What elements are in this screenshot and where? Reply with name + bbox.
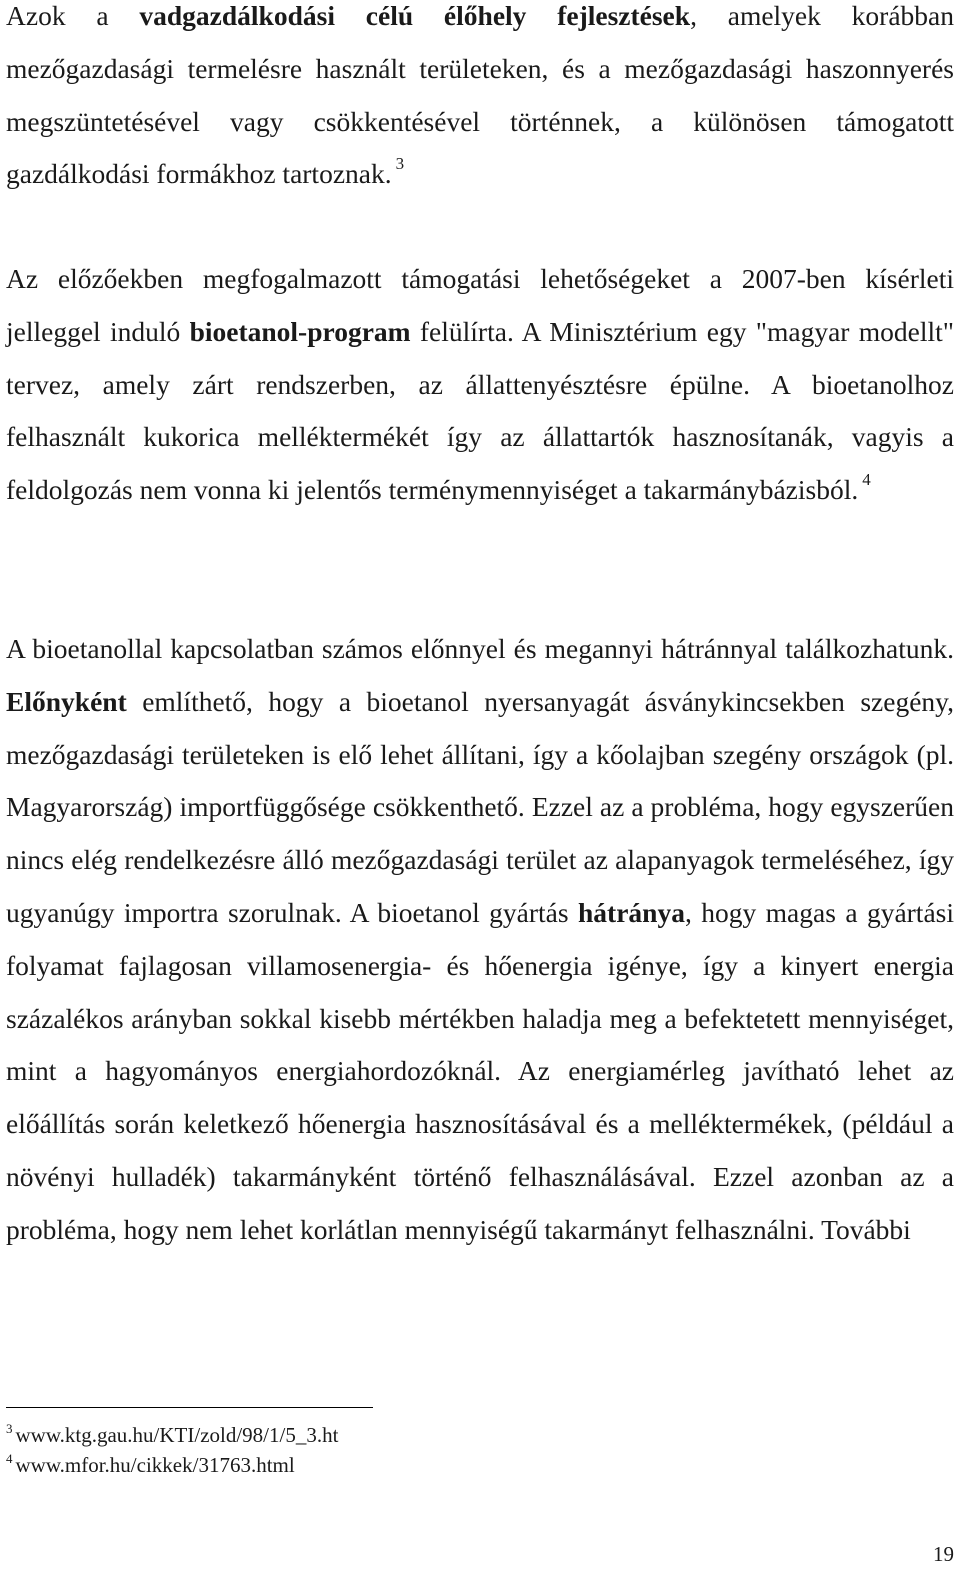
footnote-ref-3[interactable]: 3	[395, 154, 405, 174]
footnote-divider	[6, 1407, 373, 1408]
text-span: felülírta. A Minisztérium egy "magyar modellt" tervez, amely zárt rendszerben, az állattenyésztésre épülne. A bioetanolhoz felhasznált kukorica melléktermékét így az állattartók hasznosítanák, vagyis a feldolgozás nem vonna ki jelentős terménymennyiséget a takarmánybázisból.	[6, 315, 954, 506]
footnote-number: 3	[6, 1421, 13, 1436]
footnotes	[6, 1420, 606, 1480]
paragraph-bioethanol-program	[6, 253, 954, 517]
text-span: említhető, hogy a bioetanol nyersanyagát ásványkincsekben szegény, mezőgazdasági területeken is elő lehet állítani, így a kőolajban szegény országok (pl. Magyarország) importfüggősége csökkenthető. Ezzel az a probléma, hogy egyszerűen nincs elég rendelkezésre álló mezőgazdasági terület az alapanyagok termeléséhez, így ugyanúgy importra szorulnak. A bioetanol gyártás	[6, 685, 954, 928]
paragraph-habitat-development	[6, 0, 954, 201]
paragraph-pros-cons	[6, 623, 954, 1257]
bold-term: bioetanol-program	[189, 315, 411, 347]
footnote-3	[6, 1420, 606, 1450]
text-span: Az előzőekben megfogalmazott támogatási lehetőségeket a 2007-ben kísérleti jelleggel induló	[6, 263, 954, 347]
text-span: , amelyek korábban mezőgazdasági termelésre használt területeken, és a mezőgazdasági haszonnyerés megszüntetésével vagy csökkentésével történnek, a különösen támogatott gazdálkodási formákhoz tartoznak.	[6, 0, 954, 190]
footnote-link[interactable]: www.mfor.hu/cikkek/31763.html	[15, 1453, 295, 1477]
bold-term: vadgazdálkodási célú élőhely fejlesztések	[139, 0, 691, 31]
bold-term: hátránya	[578, 896, 685, 928]
text-span: Azok a	[6, 0, 140, 31]
footnote-4	[6, 1450, 606, 1480]
page-number: 19	[933, 1542, 954, 1566]
footnote-ref-4[interactable]: 4	[862, 470, 871, 490]
text-span: A bioetanollal kapcsolatban számos előnnyel és megannyi hátránnyal találkozhatunk.	[6, 633, 954, 664]
footnote-number: 4	[6, 1451, 13, 1466]
text-span: , hogy magas a gyártási folyamat fajlagosan villamosenergia- és hőenergia igénye, így a kinyert energia százalékos arányban sokkal kisebb mértékben haladja meg a befektetett mennyiséget, mint a hagyományos energiahordozóknál. Az energiamérleg javítható lehet az előállítás során keletkező hőenergia hasznosításával és a melléktermékek, (például a növényi hulladék) takarmányként történő felhasználásával. Ezzel azonban az a probléma, hogy nem lehet korlátlan mennyiségű takarmányt felhasználni. További	[6, 896, 954, 1245]
footnote-link[interactable]: www.ktg.gau.hu/KTI/zold/98/1/5_3.ht	[15, 1423, 339, 1447]
bold-term: Előnyként	[6, 685, 127, 717]
